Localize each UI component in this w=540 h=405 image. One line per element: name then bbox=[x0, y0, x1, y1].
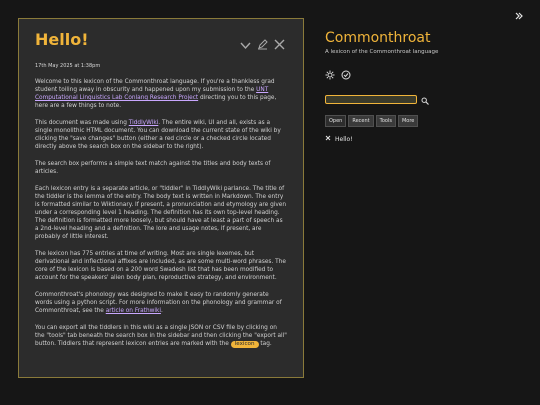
text-span: . bbox=[160, 308, 163, 314]
text-span: directing you to this page, here are a few things to note. bbox=[35, 95, 277, 109]
search-row bbox=[325, 90, 525, 109]
sidebar-tabs bbox=[325, 115, 525, 127]
text-span: The search box performs a simple text match against the titles and body texts of articles. bbox=[35, 161, 271, 175]
text-span: This document was made using bbox=[35, 120, 129, 126]
paragraph-count bbox=[35, 250, 287, 282]
search-input[interactable] bbox=[325, 95, 417, 104]
text-span: Commonthroat's phonology was designed to make it easy to randomly generate words using a python script. For more information on the phonology and grammar of Commonthroat, see the bbox=[35, 292, 282, 314]
text-span: tag. bbox=[258, 341, 272, 347]
paragraph-search bbox=[35, 160, 287, 176]
close-icon[interactable] bbox=[274, 35, 285, 54]
tab-more[interactable]: More bbox=[398, 115, 418, 127]
tab-recent[interactable]: Recent bbox=[348, 115, 373, 127]
paragraph-export bbox=[35, 324, 287, 348]
tiddler-title: Hello! bbox=[35, 30, 89, 49]
search-icon[interactable] bbox=[421, 90, 429, 109]
save-check-icon[interactable] bbox=[341, 65, 351, 84]
tiddler-body bbox=[35, 78, 287, 348]
tab-open[interactable]: Open bbox=[325, 115, 346, 127]
frathwiki-link[interactable]: article on Frathwiki bbox=[105, 308, 161, 314]
paragraph-intro bbox=[35, 78, 287, 110]
tiddler-controls bbox=[240, 35, 285, 54]
unt-link[interactable]: UNT Computational Linguistics Lab Conlang Research Project bbox=[35, 87, 269, 101]
tab-tools[interactable]: Tools bbox=[376, 115, 396, 127]
lexicon-tag[interactable]: lexicon bbox=[231, 341, 259, 348]
text-span: Each lexicon entry is a separate article, or "tiddler" in TiddlyWiki parlance. The title of the tiddler is the lemma of the entry. The body text is written in Markdown. The entry is formatted similar to Wiktionary. If present, a pronunciation and etymology are given under a corresponding level 1 heading. The definition has its own top-level heading. The definition is formatted more loosely, but should have at least a part of speech as a 2nd-level heading and a definition. The lore and usage notes, if present, are probably of little interest. bbox=[35, 186, 287, 240]
chevron-down-icon[interactable] bbox=[240, 35, 251, 54]
paragraph-tiddlywiki bbox=[35, 119, 287, 151]
paragraph-entries bbox=[35, 185, 287, 241]
gear-icon[interactable] bbox=[325, 65, 335, 84]
open-item-label[interactable]: Hello! bbox=[335, 135, 353, 143]
top-right-toggle[interactable] bbox=[514, 6, 524, 25]
text-span: . The entire wiki, UI and all, exists as a single monolithic HTML document. You can download the current state of the wiki by clicking the "save changes" button (either a red circle or a checked circle located directly above the search box on the sidebar to the right). bbox=[35, 120, 281, 150]
edit-pencil-icon[interactable] bbox=[257, 35, 268, 54]
tiddler-card bbox=[18, 18, 304, 378]
site-title[interactable]: Commonthroat bbox=[325, 30, 431, 46]
site-subtitle: A lexicon of the Commonthroat language bbox=[325, 49, 439, 55]
text-span: Welcome to this lexicon of the Commonthroat language. If you're a thankless grad student toiling away in obscurity and happened upon my submission to the bbox=[35, 79, 275, 93]
text-span: You can export all the tiddlers in this wiki as a single JSON or CSV file by clicking on the "tools" tab beneath the search box in the sidebar and then clicking the "export all" button. Tiddlers that represent lexicon entries are marked with the bbox=[35, 325, 287, 347]
tiddler-date: 17th May 2025 at 1:38pm bbox=[35, 63, 101, 69]
page-controls bbox=[325, 65, 525, 84]
open-list-item[interactable] bbox=[325, 135, 525, 143]
sidebar bbox=[325, 30, 525, 143]
double-chevron-right-icon[interactable] bbox=[514, 11, 524, 21]
tiddlywiki-link[interactable]: TiddlyWiki bbox=[128, 120, 159, 126]
text-span: The lexicon has 775 entries at time of writing. Most are single lexemes, but derivational and inflectional affixes are included, as are some multi-word phrases. The core of the lexicon is based on a 200 word Swadesh list that has been modified to account for the speakers' alien body plan, reproductive strategy, and environment. bbox=[35, 251, 286, 281]
close-icon[interactable] bbox=[325, 135, 331, 143]
paragraph-phonology bbox=[35, 291, 287, 315]
